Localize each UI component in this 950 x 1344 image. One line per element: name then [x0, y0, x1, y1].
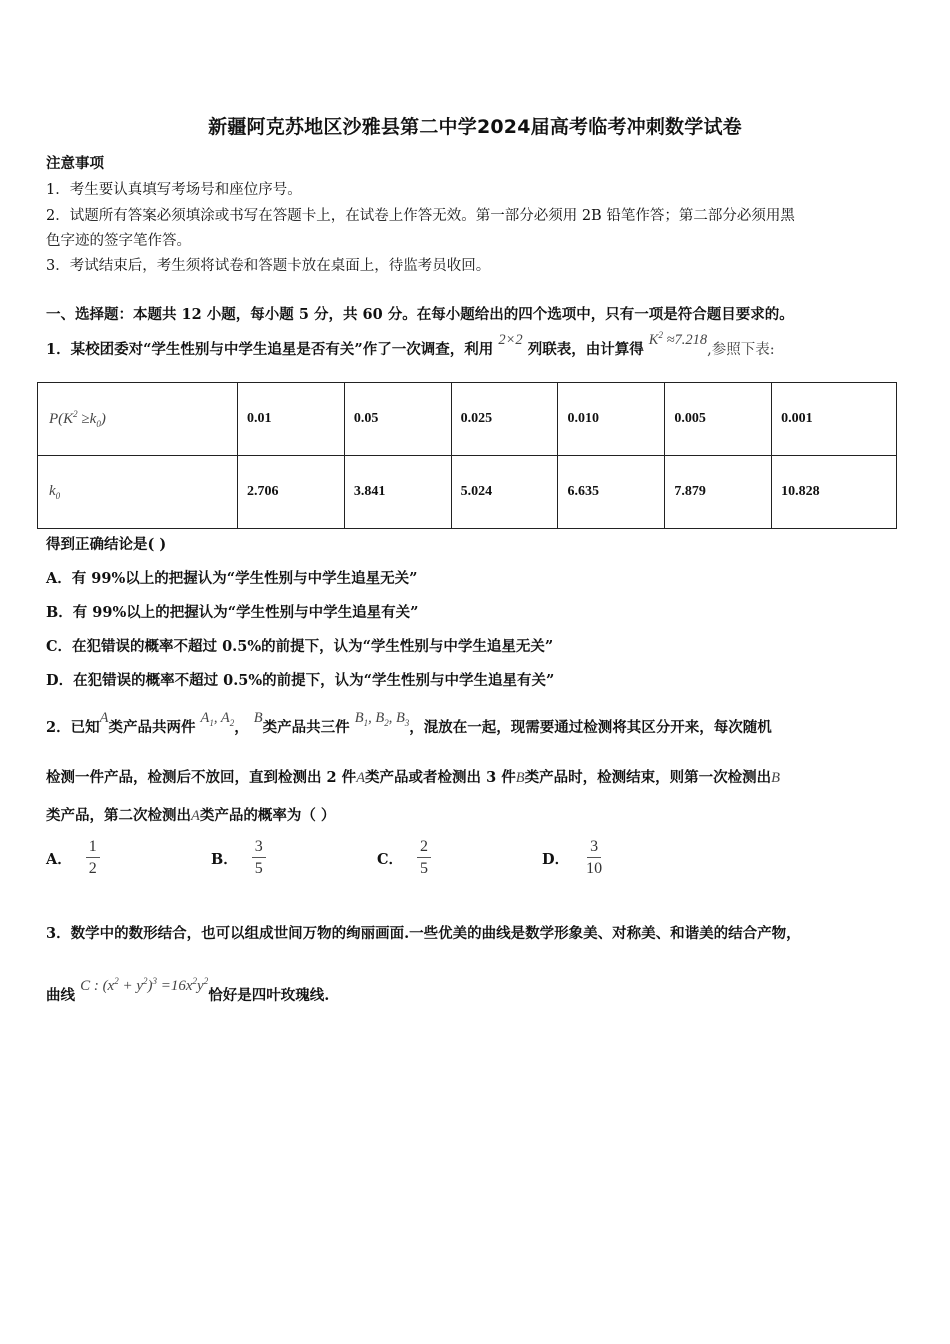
q2-math: B [515, 770, 525, 786]
q1-text: 1．某校团委对“学生性别与中学生追星是否有关”作了一次调查，利用 [46, 341, 494, 358]
table-cell: 10.828 [772, 456, 897, 529]
fraction [417, 838, 431, 878]
q2-option-d [542, 838, 605, 878]
numerator: 1 [86, 838, 100, 858]
table-cell: 6.635 [558, 456, 665, 529]
p-k-sup: 2 [73, 409, 78, 419]
numerator: 2 [417, 838, 431, 858]
q1-option-d: D．在犯错误的概率不超过 0.5%的前提下，认为“学生性别与中学生追星有关” [46, 672, 555, 689]
denominator: 10 [586, 860, 603, 877]
question-2-line-1 [46, 710, 772, 738]
q2-text: 检测一件产品，检测后不放回，直到检测出 2 件 [46, 769, 357, 786]
q1-math-k: K [648, 332, 659, 348]
table-row [38, 456, 897, 529]
eq-sup: 3 [152, 976, 157, 986]
q2-math: A [356, 770, 366, 786]
q2-b1: B [354, 710, 364, 726]
eq-part: y [197, 978, 204, 994]
q1-math [649, 332, 707, 348]
table-row-header [38, 456, 238, 529]
section-heading: 一、选择题：本题共 12 小题，每小题 5 分，共 60 分。在每小题给出的四个选项中，只有一项是符合题目要求的。 [46, 306, 794, 323]
q2-b2: , B [368, 710, 385, 726]
q1-option-a: A．有 99%以上的把握认为“学生性别与中学生追星无关” [46, 570, 418, 587]
p-k-label: P(K [49, 411, 74, 427]
denominator: 2 [88, 860, 97, 877]
q2-sub: 2 [229, 717, 235, 728]
eq-sup: 2 [192, 976, 198, 986]
q2-text: 类产品，第二次检测出 [46, 807, 191, 824]
question-3-line-1: 3．数学中的数形结合，也可以组成世间万物的绚丽画面.一些优美的曲线是数学形象美、对称美、和谐美的结合产物， [46, 925, 801, 942]
notice-item: 色字迹的签字笔作答。 [46, 233, 191, 249]
table-cell: 0.001 [772, 383, 897, 456]
table-cell: 0.01 [238, 383, 345, 456]
q2-option-b [211, 838, 266, 878]
q1-math-value: ≈7.218 [662, 332, 708, 348]
q1-option-b: B．有 99%以上的把握认为“学生性别与中学生追星有关” [46, 604, 419, 621]
question-3-line-2 [46, 976, 330, 1005]
eq-part: + y [118, 978, 143, 994]
table-cell: 2.706 [238, 456, 345, 529]
q2-text: 类产品的概率为（ ） [199, 807, 336, 824]
q2-math [355, 710, 410, 726]
q2-text: 类产品共三件 [262, 719, 350, 736]
q2-a2: , A [213, 710, 230, 726]
table-cell: 0.005 [665, 383, 772, 456]
question-2-line-2 [46, 766, 780, 787]
eq-sup: 2 [203, 976, 209, 986]
q2-sub: 2 [384, 717, 389, 728]
q1-text: ,参照下表: [707, 342, 775, 358]
notice-item: 2．试题所有答案必须填涂或书写在答题卡上，在试卷上作答无效。第一部分必须用 2B 铅笔作答；第二部分必须用黑 [46, 208, 795, 224]
q2-b3: , B [388, 710, 405, 726]
notice-item: 3．考试结束后，考生须将试卷和答题卡放在桌面上，待监考员收回。 [46, 258, 491, 274]
option-label: A． [46, 850, 72, 868]
eq-part: =16x [157, 978, 193, 994]
q1-math-sup: 2 [658, 330, 663, 341]
q2-sub: 3 [404, 717, 410, 728]
q2-sub: 1 [363, 717, 369, 728]
fraction [583, 838, 605, 878]
q2-text: ， [234, 719, 249, 736]
q2-sub: 1 [209, 717, 214, 728]
exam-title: 新疆阿克苏地区沙雅县第二中学2024届高考临考冲刺数学试卷 [208, 116, 742, 138]
q2-text: 2．已知 [46, 719, 100, 736]
q2-math: B [253, 710, 263, 726]
table-cell: 3.841 [344, 456, 451, 529]
numerator: 3 [252, 838, 266, 858]
q3-text: 曲线 [46, 987, 75, 1004]
table-cell: 0.025 [451, 383, 558, 456]
rose-curve-equation [80, 978, 208, 994]
q3-text: 恰好是四叶玫瑰线. [208, 987, 330, 1004]
table-row-header [38, 383, 238, 456]
k0-label: k [49, 483, 56, 499]
question-2-line-3 [46, 804, 335, 825]
critical-value-table [37, 382, 897, 529]
numerator: 3 [587, 838, 601, 858]
notice-heading: 注意事项 [46, 155, 104, 172]
q2-a1: A [200, 710, 210, 726]
q1-math: 2×2 [498, 332, 523, 348]
denominator: 5 [420, 860, 429, 877]
eq-part: ) [147, 978, 153, 994]
eq-sup: 2 [143, 976, 148, 986]
table-cell: 0.05 [344, 383, 451, 456]
q1-option-c: C．在犯错误的概率不超过 0.5%的前提下，认为“学生性别与中学生追星无关” [46, 638, 554, 655]
p-k-end: ) [100, 411, 106, 427]
q2-math: A [191, 808, 200, 824]
question-1-ask: 得到正确结论是( ) [46, 536, 167, 553]
k0-sub: 0 [55, 491, 61, 501]
fraction [252, 838, 266, 878]
table-cell: 5.024 [451, 456, 558, 529]
p-k-sub: 0 [96, 419, 101, 429]
q2-text: ，混放在一起，现需要通过检测将其区分开来，每次随机 [409, 719, 772, 736]
option-label: D． [542, 850, 570, 868]
eq-part: C : (x [80, 978, 115, 994]
fraction [86, 838, 100, 878]
q2-option-a [46, 838, 100, 878]
q2-math: A [99, 710, 109, 726]
q2-math: B [771, 770, 780, 786]
q2-text: 类产品或者检测出 3 件 [365, 769, 516, 786]
q2-math [201, 710, 235, 726]
eq-sup: 2 [114, 976, 119, 986]
question-1-stem [46, 330, 775, 359]
q2-option-c [377, 838, 431, 878]
p-k-mid: ≥k [77, 411, 97, 427]
option-label: B． [211, 850, 238, 868]
q2-text: 类产品共两件 [108, 719, 196, 736]
denominator: 5 [254, 860, 263, 877]
notice-item: 1．考生要认真填写考场号和座位序号。 [46, 182, 302, 198]
option-label: C． [377, 850, 404, 868]
table-cell: 7.879 [665, 456, 772, 529]
q2-text: 类产品时，检测结束，则第一次检测出 [524, 769, 772, 786]
table-cell: 0.010 [558, 383, 665, 456]
table-row [38, 383, 897, 456]
q1-text: 列联表，由计算得 [527, 341, 644, 358]
